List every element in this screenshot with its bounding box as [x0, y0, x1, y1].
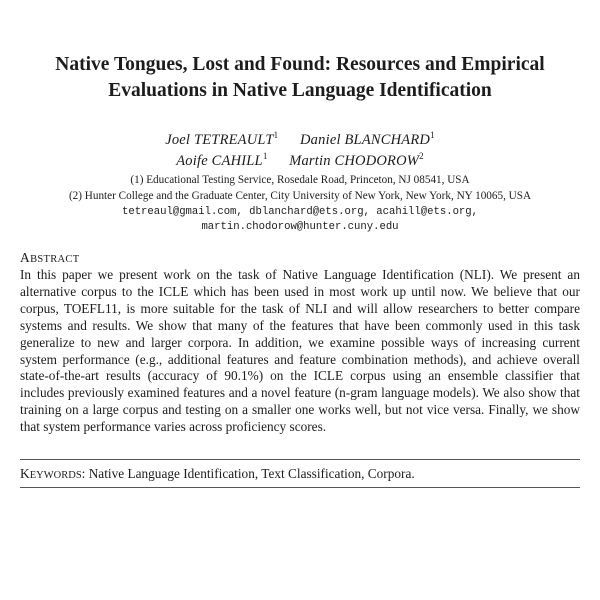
title-line-2: Evaluations in Native Language Identification: [108, 80, 492, 101]
affiliation-marker: 1: [273, 130, 279, 140]
abstract-heading-initial: A: [20, 250, 31, 265]
author-name: Aoife CAHILL: [176, 153, 263, 169]
keywords-top-rule: [20, 459, 580, 460]
keywords-heading-initial: K: [20, 466, 30, 481]
abstract-heading-rest: BSTRACT: [30, 254, 80, 265]
affiliation-marker: 2: [419, 151, 424, 161]
affiliation-marker: 1: [262, 151, 268, 161]
affiliation-2: (2) Hunter College and the Graduate Center, City University of New York, New York, NY 10065, USA: [68, 190, 532, 202]
affiliation-1: (1) Educational Testing Service, Rosedale Road, Princeton, NJ 08541, USA: [130, 174, 470, 186]
author-emails-line-2: martin.chodorow@hunter.cuny.edu: [201, 221, 399, 233]
author-line-1: [0, 130, 600, 151]
author-name: Daniel BLANCHARD: [300, 132, 431, 148]
affiliation-marker: 1: [430, 130, 435, 140]
keywords-heading-rest: EYWORDS: [29, 470, 82, 481]
paper-title: [0, 52, 600, 104]
author-name: Martin CHODOROW: [289, 153, 420, 169]
keywords-text: Native Language Identification, Text Classification, Corpora.: [88, 466, 415, 481]
author-name: Joel TETREAULT: [165, 132, 274, 148]
author-list: [0, 130, 600, 172]
keywords-line: [20, 466, 415, 482]
keywords-colon: :: [81, 466, 86, 481]
title-line-1: Native Tongues, Lost and Found: Resources and Empirical: [55, 54, 545, 75]
abstract-text: In this paper we present work on the task of Native Language Identification (NLI). We present an alternative corpus to the ICLE which has been used in most work up until now. We believe that our corpus, TOEFL11, is more suitable for the task of NLI and will allow researchers to better compare systems and results. We show that many of the features that have been commonly used in this task generalize to new and larger corpora. In addition, we examine possible ways of increasing current system performance (e.g., additional features and feature combination methods), and achieve overall state-of-the-art results (accuracy of 90.1%) on the ICLE corpus using an ensemble classifier that includes previously examined features and a novel feature (n-gram language models). We also show that training on a large corpus and testing on a smaller one works well, but not vice versa. Finally, we show that system performance varies across proficiency scores.: [20, 267, 580, 435]
author-emails-line-1: tetreaul@gmail.com, dblanchard@ets.org, acahill@ets.org,: [121, 206, 478, 218]
author-line-2: [0, 151, 600, 172]
abstract-heading: [20, 250, 79, 266]
keywords-bottom-rule: [20, 487, 580, 488]
